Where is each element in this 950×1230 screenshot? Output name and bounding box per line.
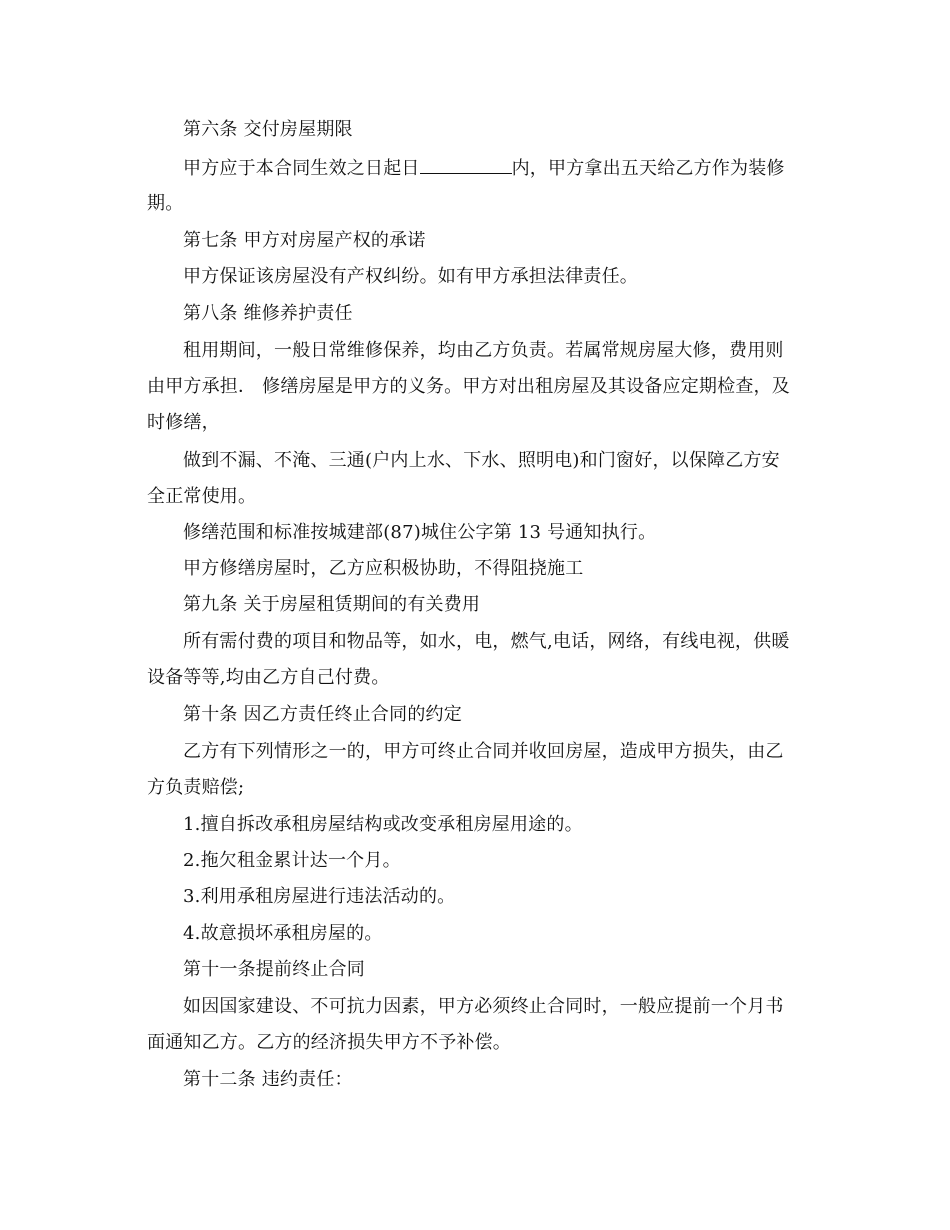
article-9-paragraph-line: 设备等等,均由乙方自己付费。 — [147, 667, 390, 688]
article-7-paragraph: 甲方保证该房屋没有产权纠纷。如有甲方承担法律责任。 — [183, 266, 638, 287]
article-10-heading: 第十条 因乙方责任终止合同的约定 — [183, 704, 462, 725]
article-7-heading: 第七条 甲方对房屋产权的承诺 — [183, 230, 426, 251]
list-item: 4.故意损坏承租房屋的。 — [183, 923, 383, 944]
article-9-heading: 第九条 关于房屋租赁期间的有关费用 — [183, 594, 481, 615]
article-8-paragraph-line: 时修缮， — [147, 412, 220, 433]
article-12-heading: 第十二条 违约责任： — [183, 1069, 353, 1090]
article-11-heading: 第十一条提前终止合同 — [183, 959, 365, 980]
article-9-paragraph-line: 所有需付费的项目和物品等，如水，电，燃气,电话，网络，有线电视，供暖 — [183, 631, 790, 652]
article-8-paragraph-line: 做到不漏、不淹、三通(户内上水、下水、照明电)和门窗好，以保障乙方安 — [183, 450, 780, 471]
article-6-paragraph-continuation: 期。 — [147, 193, 184, 214]
article-6-text-end: 内，甲方拿出五天给乙方作为装修 — [511, 158, 785, 179]
article-8-paragraph: 修缮范围和标准按城建部(87)城住公字第 13 号通知执行。 — [183, 522, 657, 543]
list-item: 3.利用承租房屋进行违法活动的。 — [183, 886, 456, 907]
list-item: 1.擅自拆改承租房屋结构或改变承租房屋用途的。 — [183, 814, 583, 835]
article-8-paragraph-line: 全正常使用。 — [147, 486, 257, 507]
article-8-paragraph-line: 租用期间，一般日常维修保养，均由乙方负责。若属常规房屋大修，费用则 — [183, 340, 784, 361]
article-10-paragraph-line: 乙方有下列情形之一的，甲方可终止合同并收回房屋，造成甲方损失，由乙 — [183, 741, 784, 762]
article-6-text-start: 甲方应于本合同生效之日起日 — [183, 158, 420, 179]
article-10-paragraph-line: 方负责赔偿; — [147, 777, 245, 798]
article-8-paragraph-line: 由甲方承担． 修缮房屋是甲方的义务。甲方对出租房屋及其设备应定期检查，及 — [147, 376, 790, 397]
article-8-paragraph: 甲方修缮房屋时，乙方应积极协助，不得阻挠施工 — [183, 558, 584, 579]
article-6-paragraph-line — [183, 157, 785, 180]
article-6-heading: 第六条 交付房屋期限 — [183, 119, 353, 140]
list-item: 2.拖欠租金累计达一个月。 — [183, 850, 401, 871]
article-11-paragraph-line: 如因国家建设、不可抗力因素，甲方必须终止合同时，一般应提前一个月书 — [183, 996, 784, 1017]
article-8-heading: 第八条 维修养护责任 — [183, 303, 353, 324]
article-11-paragraph-line: 面通知乙方。乙方的经济损失甲方不予补偿。 — [147, 1032, 511, 1053]
fill-in-blank — [420, 157, 512, 174]
